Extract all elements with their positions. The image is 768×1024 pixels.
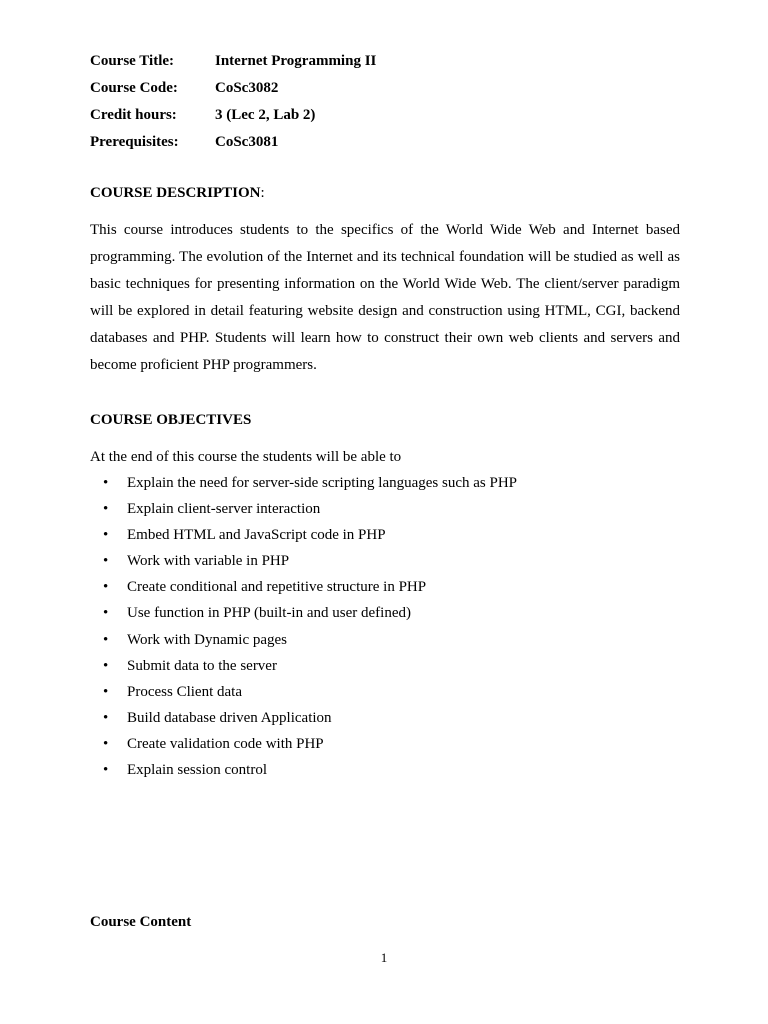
bullet-icon: •	[103, 631, 109, 648]
page-number: 1	[380, 950, 388, 965]
bullet-icon: •	[103, 683, 109, 700]
bullet-icon: •	[103, 579, 109, 596]
objective-item	[90, 576, 517, 602]
bullet-icon: •	[103, 527, 109, 544]
bullet-icon: •	[103, 605, 109, 622]
course-title-value: Internet Programming II	[215, 53, 377, 69]
objective-text: Use function in PHP (built-in and user defined)	[127, 605, 411, 622]
objective-text: Submit data to the server	[127, 657, 277, 674]
bullet-icon: •	[103, 735, 109, 752]
objective-item	[90, 681, 517, 707]
bullet-icon: •	[103, 657, 109, 674]
prerequisites-row	[90, 131, 680, 158]
course-info-table	[90, 50, 680, 158]
course-description-heading	[90, 182, 265, 204]
credit-hours-row	[90, 104, 680, 131]
objectives-intro: At the end of this course the students will be able to	[90, 449, 402, 465]
objective-item	[90, 498, 517, 524]
course-objectives-heading: COURSE OBJECTIVES	[90, 412, 252, 428]
objective-text: Explain the need for server-side scripting languages such as PHP	[127, 475, 518, 491]
objective-text: Process Client data	[127, 683, 242, 700]
course-code-value: CoSc3082	[215, 80, 279, 96]
objective-item	[90, 550, 517, 576]
course-title-label: Course Title:	[90, 53, 175, 69]
objective-item	[90, 524, 517, 550]
bullet-icon: •	[103, 709, 109, 726]
course-description-heading-colon: :	[260, 185, 265, 201]
course-description-heading-text: COURSE DESCRIPTION	[90, 185, 261, 201]
bullet-icon: •	[103, 762, 109, 779]
objective-text: Create validation code with PHP	[127, 735, 324, 752]
objective-item	[90, 655, 517, 681]
course-content-heading: Course Content	[90, 914, 192, 930]
objective-text: Build database driven Application	[127, 709, 332, 726]
objectives-list	[90, 472, 517, 785]
credit-hours-value: 3 (Lec 2, Lab 2)	[215, 107, 316, 123]
prerequisites-value: CoSc3081	[215, 134, 279, 150]
course-title-row	[90, 50, 680, 77]
course-code-label: Course Code:	[90, 80, 178, 96]
objective-text: Explain client-server interaction	[127, 501, 321, 518]
bullet-icon: •	[103, 501, 109, 518]
objective-item	[90, 629, 517, 655]
objective-text: Explain session control	[127, 762, 267, 779]
objective-text: Work with Dynamic pages	[127, 631, 288, 648]
bullet-icon: •	[103, 553, 109, 570]
objective-item	[90, 602, 517, 628]
objective-item	[90, 733, 517, 759]
objective-text: Create conditional and repetitive structure in PHP	[127, 579, 427, 596]
course-description-text: This course introduces students to the specifics of the World Wide Web and Internet based programming. The evolution of the Internet and its technical foundation will be studied as well as basic techniques for presenting information on the World Wide Web. The client/server paradigm will be explored in detail featuring website design and construction using HTML, CGI, backend databases and PHP. Students will learn how to construct their own web clients and servers and become proficient PHP programmers.	[90, 222, 680, 373]
objective-text: Embed HTML and JavaScript code in PHP	[127, 527, 386, 544]
course-code-row	[90, 77, 680, 104]
prerequisites-label: Prerequisites:	[90, 134, 179, 150]
objective-item	[90, 472, 517, 498]
objective-text: Work with variable in PHP	[127, 553, 290, 570]
credit-hours-label: Credit hours:	[90, 107, 177, 123]
objective-item	[90, 759, 517, 785]
bullet-icon: •	[103, 475, 109, 491]
objective-item	[90, 707, 517, 733]
